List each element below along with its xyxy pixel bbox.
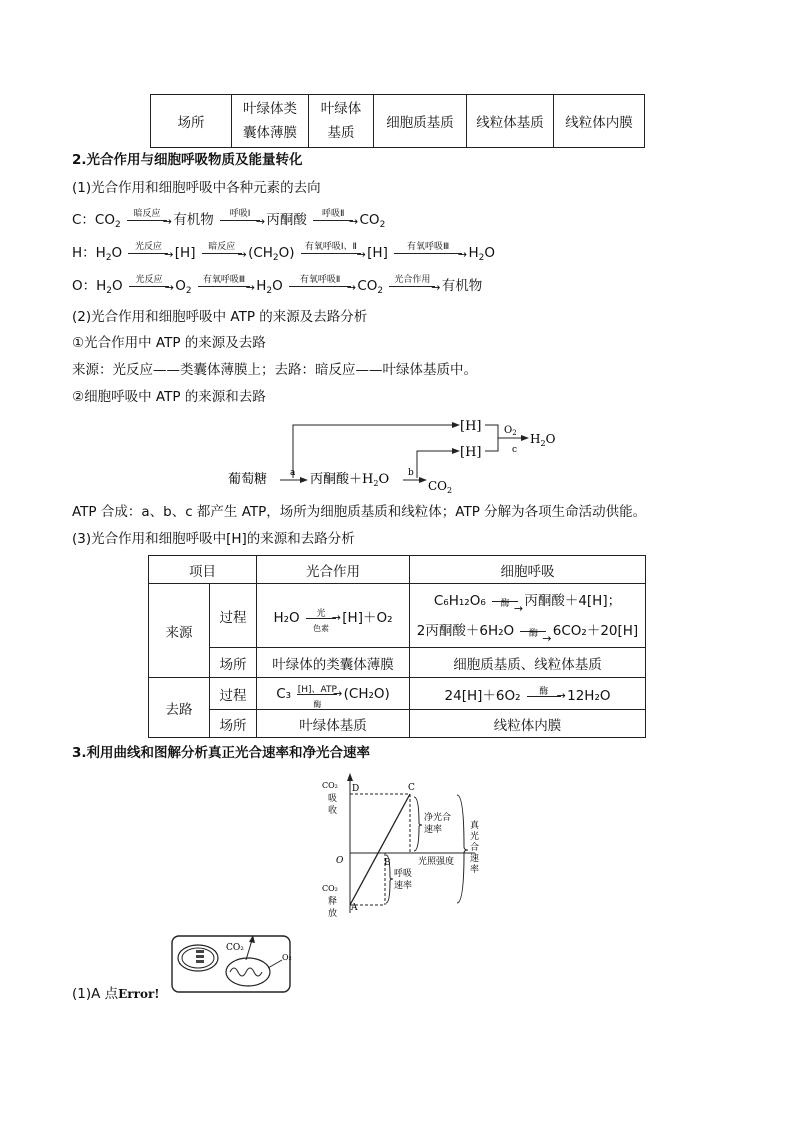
co2-axis-bottom: CO₂ bbox=[322, 884, 338, 893]
organelle-table bbox=[150, 94, 645, 148]
atp-photosynthesis-text: 来源：光反应——类囊体薄膜上；去路：暗反应——叶绿体基质中。 bbox=[72, 362, 477, 378]
resp-sink-place: 线粒体内膜 bbox=[410, 710, 646, 738]
respiration-atp-diagram bbox=[220, 408, 580, 498]
section-2-3-heading: (3)光合作用和细胞呼吸中[H]的来源和去路分析 bbox=[72, 531, 355, 547]
pyruvate-label: 丙酮酸$+H_2O$ bbox=[310, 472, 390, 488]
section-3-title: 3.利用曲线和图解分析真正光合速率和净光合速率 bbox=[72, 745, 371, 761]
h2o-label: $H_2O$ bbox=[530, 432, 556, 448]
table-cell: 线粒体内膜 bbox=[554, 95, 645, 148]
photo-sink-place: 叶绿体基质 bbox=[257, 710, 410, 738]
cell-co2-label: CO₂ bbox=[226, 943, 244, 953]
table-cell: 线粒体基质 bbox=[467, 95, 554, 148]
real-rate-label-3: 合 bbox=[470, 843, 480, 853]
real-rate-label-5: 率 bbox=[470, 865, 480, 875]
photo-source-place: 叶绿体的类囊体薄膜 bbox=[257, 648, 410, 678]
absorb-label-1: 吸 bbox=[328, 794, 338, 804]
resp-source-place: 细胞质基质、线粒体基质 bbox=[410, 648, 646, 678]
cell-diagram bbox=[170, 934, 320, 996]
point-c: C bbox=[408, 783, 415, 793]
light-intensity-label: 光照强度 bbox=[418, 857, 455, 867]
resp-sink-equation: 24[H]＋6O₂ 酶 → 12H₂O bbox=[410, 678, 646, 710]
co2-label: $CO_2$ bbox=[428, 479, 453, 495]
resp-rate-label-1: 呼吸 bbox=[394, 869, 413, 879]
point-a: A bbox=[351, 903, 358, 913]
cell-o2-label: O₂ bbox=[282, 953, 292, 962]
net-rate-label-2: 速率 bbox=[424, 825, 443, 835]
origin-o: O bbox=[336, 856, 344, 866]
table-cell: 叶绿体 基质 bbox=[309, 95, 374, 148]
section-2-title: 2.光合作用与细胞呼吸物质及能量转化 bbox=[72, 152, 303, 168]
resp-source-equation: C₆H₁₂O₆ 酶 → 丙酮酸＋4[H]； 2丙酮酸＋6H₂O 酶 → 6CO₂＋20[H] bbox=[410, 584, 646, 648]
step-a-label: a bbox=[290, 468, 296, 478]
header-respiration: 细胞呼吸 bbox=[410, 556, 646, 584]
process-label: 过程 bbox=[210, 584, 257, 648]
release-label-2: 放 bbox=[328, 909, 338, 919]
absorb-label-2: 收 bbox=[328, 806, 338, 816]
sink-label: 去路 bbox=[149, 678, 210, 738]
photosynthesis-rate-graph bbox=[310, 773, 500, 923]
place-label: 场所 bbox=[210, 710, 257, 738]
atp-synthesis-text: ATP 合成：a、b、c 都产生 ATP，场所为细胞质基质和线粒体；ATP 分解为各项生命活动供能。 bbox=[72, 504, 647, 520]
glucose-label: 葡萄糖 bbox=[228, 472, 268, 487]
source-label: 来源 bbox=[149, 584, 210, 678]
real-rate-label-4: 速 bbox=[470, 854, 480, 864]
header-item: 项目 bbox=[149, 556, 257, 584]
last-line: (1)A 点Error! bbox=[72, 986, 160, 1002]
photo-source-equation: H₂O 光 色素 → [H]＋O₂ bbox=[257, 584, 410, 648]
resp-rate-label-2: 速率 bbox=[394, 881, 413, 891]
process-label: 过程 bbox=[210, 678, 257, 710]
hydrogen-label-2: [H] bbox=[460, 445, 482, 460]
section-2-2-heading: (2)光合作用和细胞呼吸中 ATP 的来源及去路分析 bbox=[72, 309, 368, 325]
table-cell: 场所 bbox=[151, 95, 232, 148]
oxygen-pathway: O：$H_2O$ 光反应 → $O_2$ 有氧呼吸Ⅲ → $H_2O$ 有氧呼吸Ⅱ → $CO_2$ 光合作用 → 有机物 bbox=[72, 275, 483, 296]
section-2-1-heading: (1)光合作用和细胞呼吸中各种元素的去向 bbox=[72, 180, 321, 196]
section-2-2b-heading: ②细胞呼吸中 ATP 的来源和去路 bbox=[72, 389, 266, 405]
hydrogen-pathway: H：$H_2O$ 光反应 → [H] 暗反应 → $(CH_2O)$ 有氧呼吸Ⅰ、Ⅱ → [H] 有氧呼吸Ⅲ → $H_2O$ bbox=[72, 242, 495, 263]
net-rate-label-1: 净光合 bbox=[424, 813, 452, 823]
real-rate-label-1: 真 bbox=[470, 821, 480, 831]
point-b: B bbox=[384, 858, 391, 868]
carbon-pathway: C：$CO_2$ 暗反应 → 有机物 呼吸Ⅰ → 丙酮酸 呼吸Ⅱ → $CO_2$ bbox=[72, 209, 386, 230]
point-d: D bbox=[352, 784, 360, 794]
place-label: 场所 bbox=[210, 648, 257, 678]
o2-label: $O_2$ bbox=[504, 425, 517, 437]
hydrogen-label-1: [H] bbox=[460, 419, 482, 434]
hydrogen-table bbox=[148, 555, 646, 738]
table-cell: 叶绿体类 囊体薄膜 bbox=[232, 95, 309, 148]
step-b-label: b bbox=[408, 468, 414, 478]
section-2-2a-heading: ①光合作用中 ATP 的来源及去路 bbox=[72, 335, 266, 351]
co2-axis-top: CO₂ bbox=[322, 781, 338, 790]
table-cell: 细胞质基质 bbox=[374, 95, 467, 148]
photo-sink-equation: C₃ [H]、ATP 酶 → (CH₂O) bbox=[257, 678, 410, 710]
release-label-1: 释 bbox=[328, 897, 338, 907]
header-photosynthesis: 光合作用 bbox=[257, 556, 410, 584]
real-rate-label-2: 光 bbox=[470, 832, 480, 842]
step-c-label: c bbox=[512, 445, 518, 455]
